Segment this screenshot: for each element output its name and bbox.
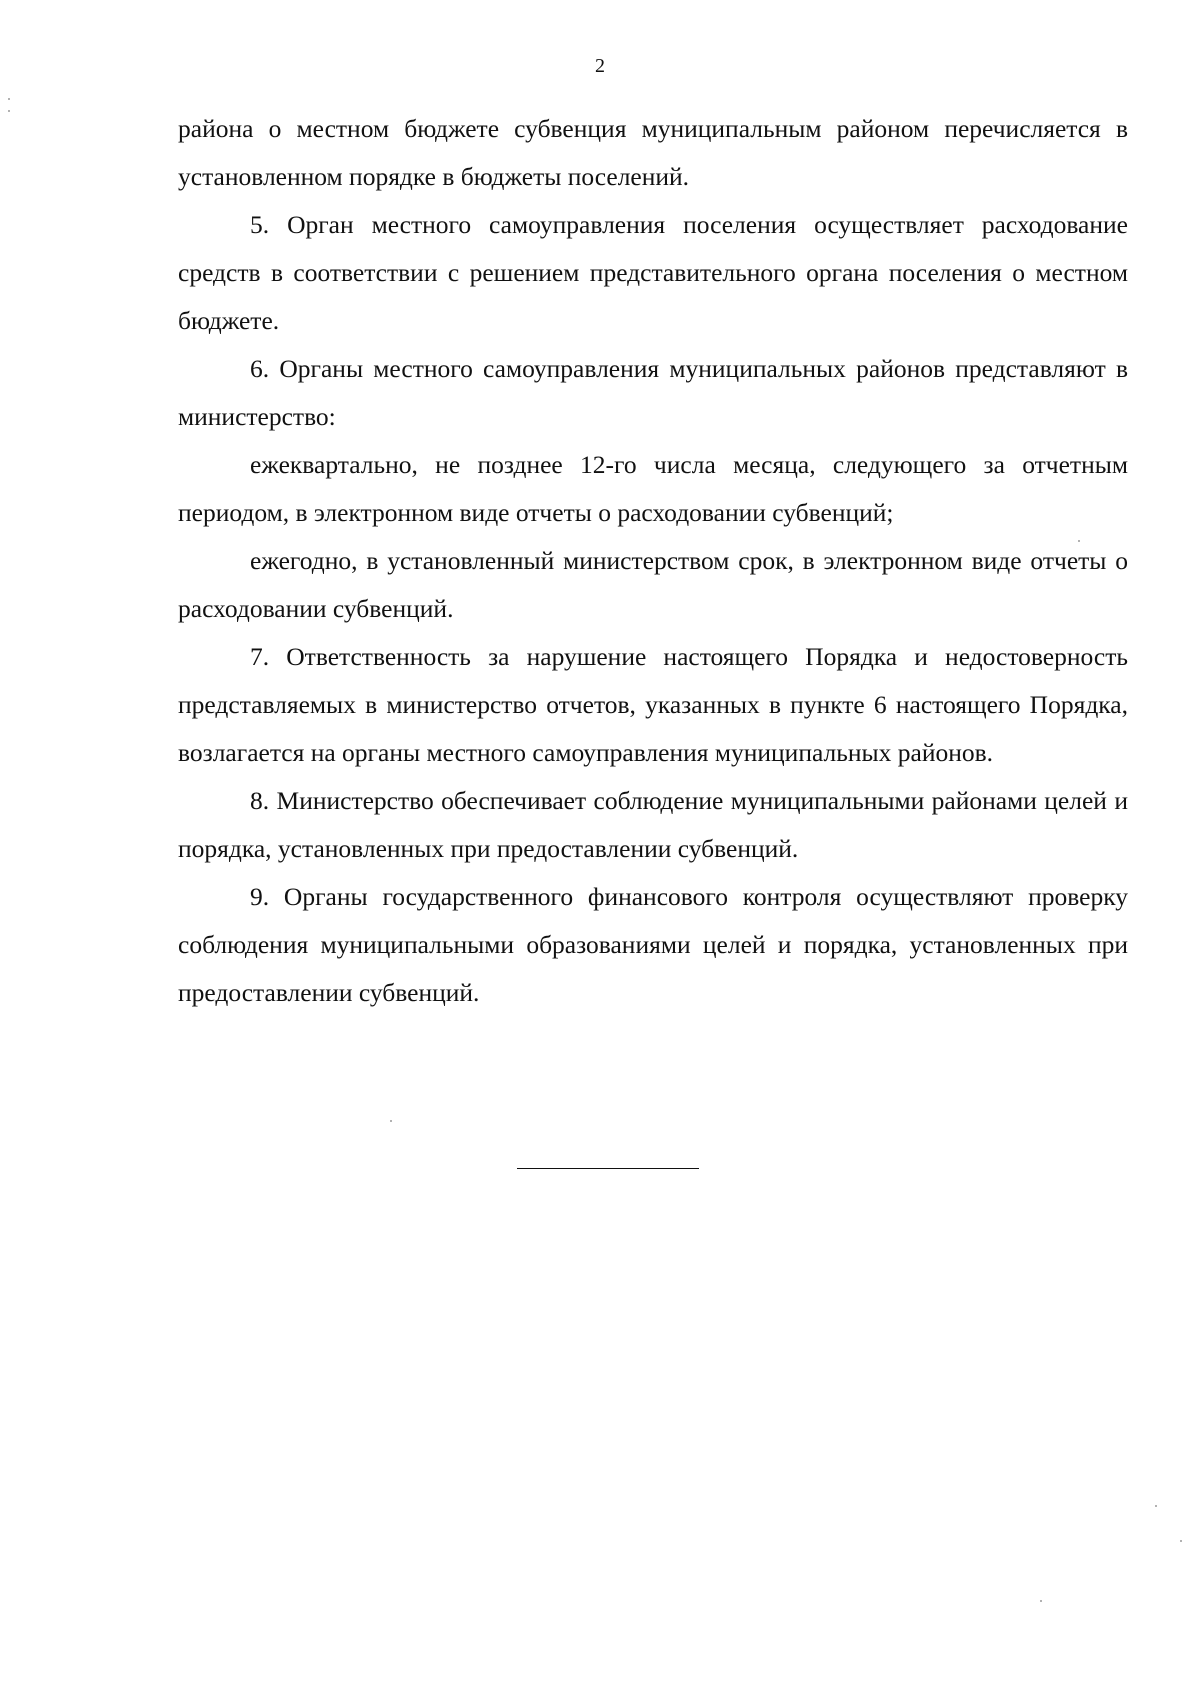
paragraph-item-6: 6. Органы местного самоуправления муниципальных районов представляют в министерство: (178, 354, 1128, 431)
scan-speck (390, 1120, 392, 1122)
end-of-document-rule (517, 1168, 699, 1169)
scan-speck (1040, 1600, 1042, 1602)
paragraph-item-5: 5. Орган местного самоуправления поселения осуществляет расходование средств в соответствии с решением представительного органа поселения о местном бюджете. (178, 210, 1128, 335)
paragraph-quarterly-report: ежеквартально, не позднее 12-го числа месяца, следующего за отчетным периодом, в электронном виде отчеты о расходовании субвенций; (178, 450, 1128, 527)
scan-speck (8, 98, 10, 100)
scan-speck (1180, 1540, 1182, 1542)
paragraph-continuation: района о местном бюджете субвенция муниципальным районом перечисляется в установленном порядке в бюджеты поселений. (178, 114, 1128, 191)
paragraph-item-8: 8. Министерство обеспечивает соблюдение муниципальными районами целей и порядка, установленных при предоставлении субвенций. (178, 786, 1128, 863)
paragraph-annual-report: ежегодно, в установленный министерством срок, в электронном виде отчеты о расходовании субвенций. (178, 546, 1128, 623)
page-number: 2 (595, 55, 605, 77)
scan-speck (8, 110, 10, 112)
scan-speck (1078, 540, 1080, 542)
scan-speck (1155, 1505, 1157, 1507)
paragraph-item-7: 7. Ответственность за нарушение настоящего Порядка и недостоверность представляемых в министерство отчетов, указанных в пункте 6 настоящего Порядка, возлагается на органы местного самоуправления муниципальных районов. (178, 642, 1128, 767)
document-body (178, 105, 1128, 1017)
paragraph-item-9: 9. Органы государственного финансового контроля осуществляют проверку соблюдения муниципальными образованиями целей и порядка, установленных при предоставлении субвенций. (178, 882, 1128, 1007)
